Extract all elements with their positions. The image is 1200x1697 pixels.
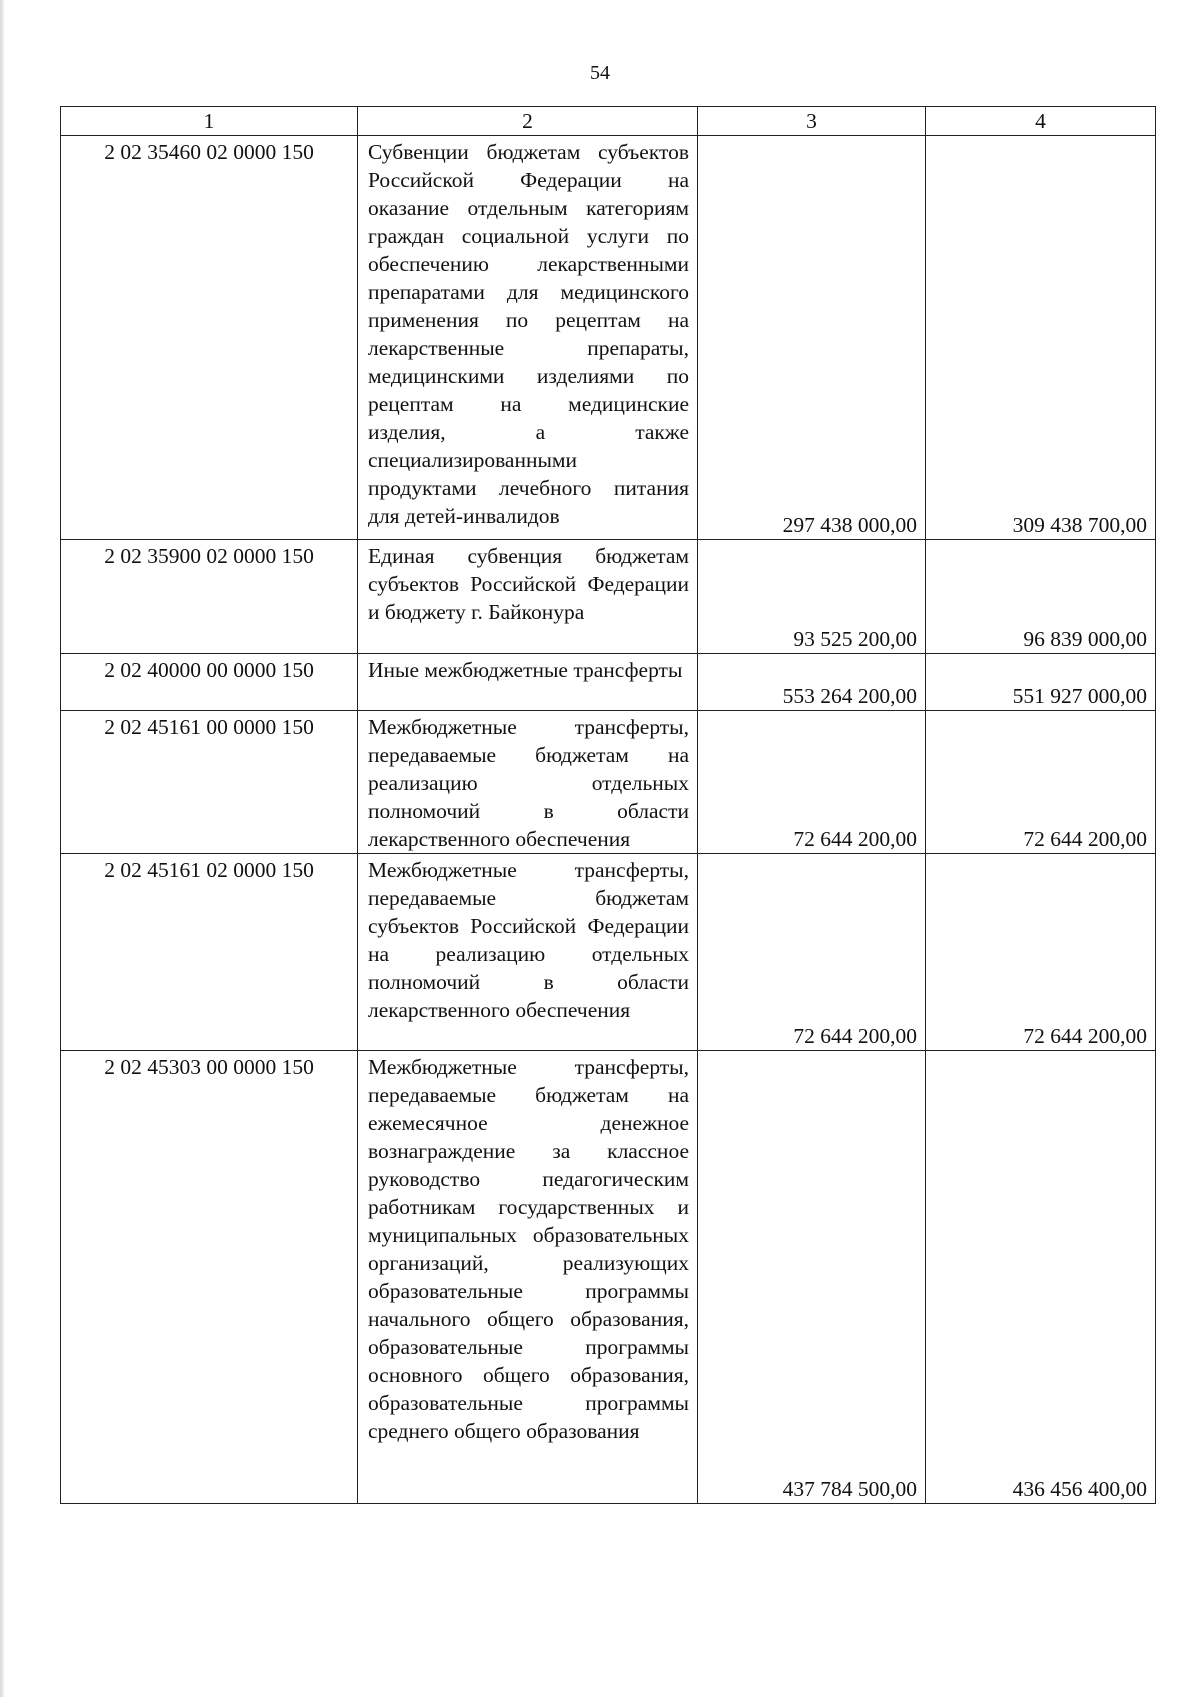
header-row <box>61 107 1156 136</box>
description: Субвенции бюджетам субъектов Российской Федерации на оказание отдельным категориям граждан социальной услуги по обеспечению лекарственными препаратами для медицинского применения по рецептам на лекарственные препараты, медицинскими изделиями по рецептам на медицинские изделия, а также специализированными продуктами лечебного питания для детей-инвалидов <box>358 136 698 540</box>
amount-col-4: 72 644 200,00 <box>926 711 1156 854</box>
budget-code: 2 02 35460 02 0000 150 <box>61 136 358 540</box>
table-row <box>61 540 1156 654</box>
description: Единая субвенция бюджетам субъектов Российской Федерации и бюджету г. Байконура <box>358 540 698 654</box>
table-row <box>61 136 1156 540</box>
page-number: 54 <box>590 62 610 84</box>
table-row <box>61 654 1156 711</box>
table-row <box>61 1051 1156 1504</box>
budget-table <box>60 106 1156 1504</box>
column-header-2: 2 <box>358 107 698 136</box>
amount-col-3: 72 644 200,00 <box>698 711 926 854</box>
column-header-3: 3 <box>698 107 926 136</box>
amount-col-3: 553 264 200,00 <box>698 654 926 711</box>
amount-col-4: 309 438 700,00 <box>926 136 1156 540</box>
description: Межбюджетные трансферты, передаваемые бюджетам на реализацию отдельных полномочий в области лекарственного обеспечения <box>358 711 698 854</box>
amount-col-3: 297 438 000,00 <box>698 136 926 540</box>
amount-col-3: 93 525 200,00 <box>698 540 926 654</box>
amount-col-4: 436 456 400,00 <box>926 1051 1156 1504</box>
description: Межбюджетные трансферты, передаваемые бюджетам на ежемесячное денежное вознаграждение за классное руководство педагогическим работникам государственных и муниципальных образовательных организаций, реализующих образовательные программы начального общего образования, образовательные программы основного общего образования, образовательные программы среднего общего образования <box>358 1051 698 1504</box>
amount-col-3: 437 784 500,00 <box>698 1051 926 1504</box>
page-edge-shadow <box>0 0 4 1697</box>
amount-col-4: 72 644 200,00 <box>926 854 1156 1051</box>
column-header-4: 4 <box>926 107 1156 136</box>
budget-code: 2 02 45161 02 0000 150 <box>61 854 358 1051</box>
budget-table-container <box>60 106 1155 1504</box>
column-header-1: 1 <box>61 107 358 136</box>
table-row <box>61 854 1156 1051</box>
description: Иные межбюджетные трансферты <box>358 654 698 711</box>
amount-col-3: 72 644 200,00 <box>698 854 926 1051</box>
table-row <box>61 711 1156 854</box>
amount-col-4: 96 839 000,00 <box>926 540 1156 654</box>
budget-code: 2 02 45303 00 0000 150 <box>61 1051 358 1504</box>
budget-code: 2 02 40000 00 0000 150 <box>61 654 358 711</box>
description: Межбюджетные трансферты, передаваемые бюджетам субъектов Российской Федерации на реализацию отдельных полномочий в области лекарственного обеспечения <box>358 854 698 1051</box>
amount-col-4: 551 927 000,00 <box>926 654 1156 711</box>
budget-code: 2 02 35900 02 0000 150 <box>61 540 358 654</box>
budget-code: 2 02 45161 00 0000 150 <box>61 711 358 854</box>
